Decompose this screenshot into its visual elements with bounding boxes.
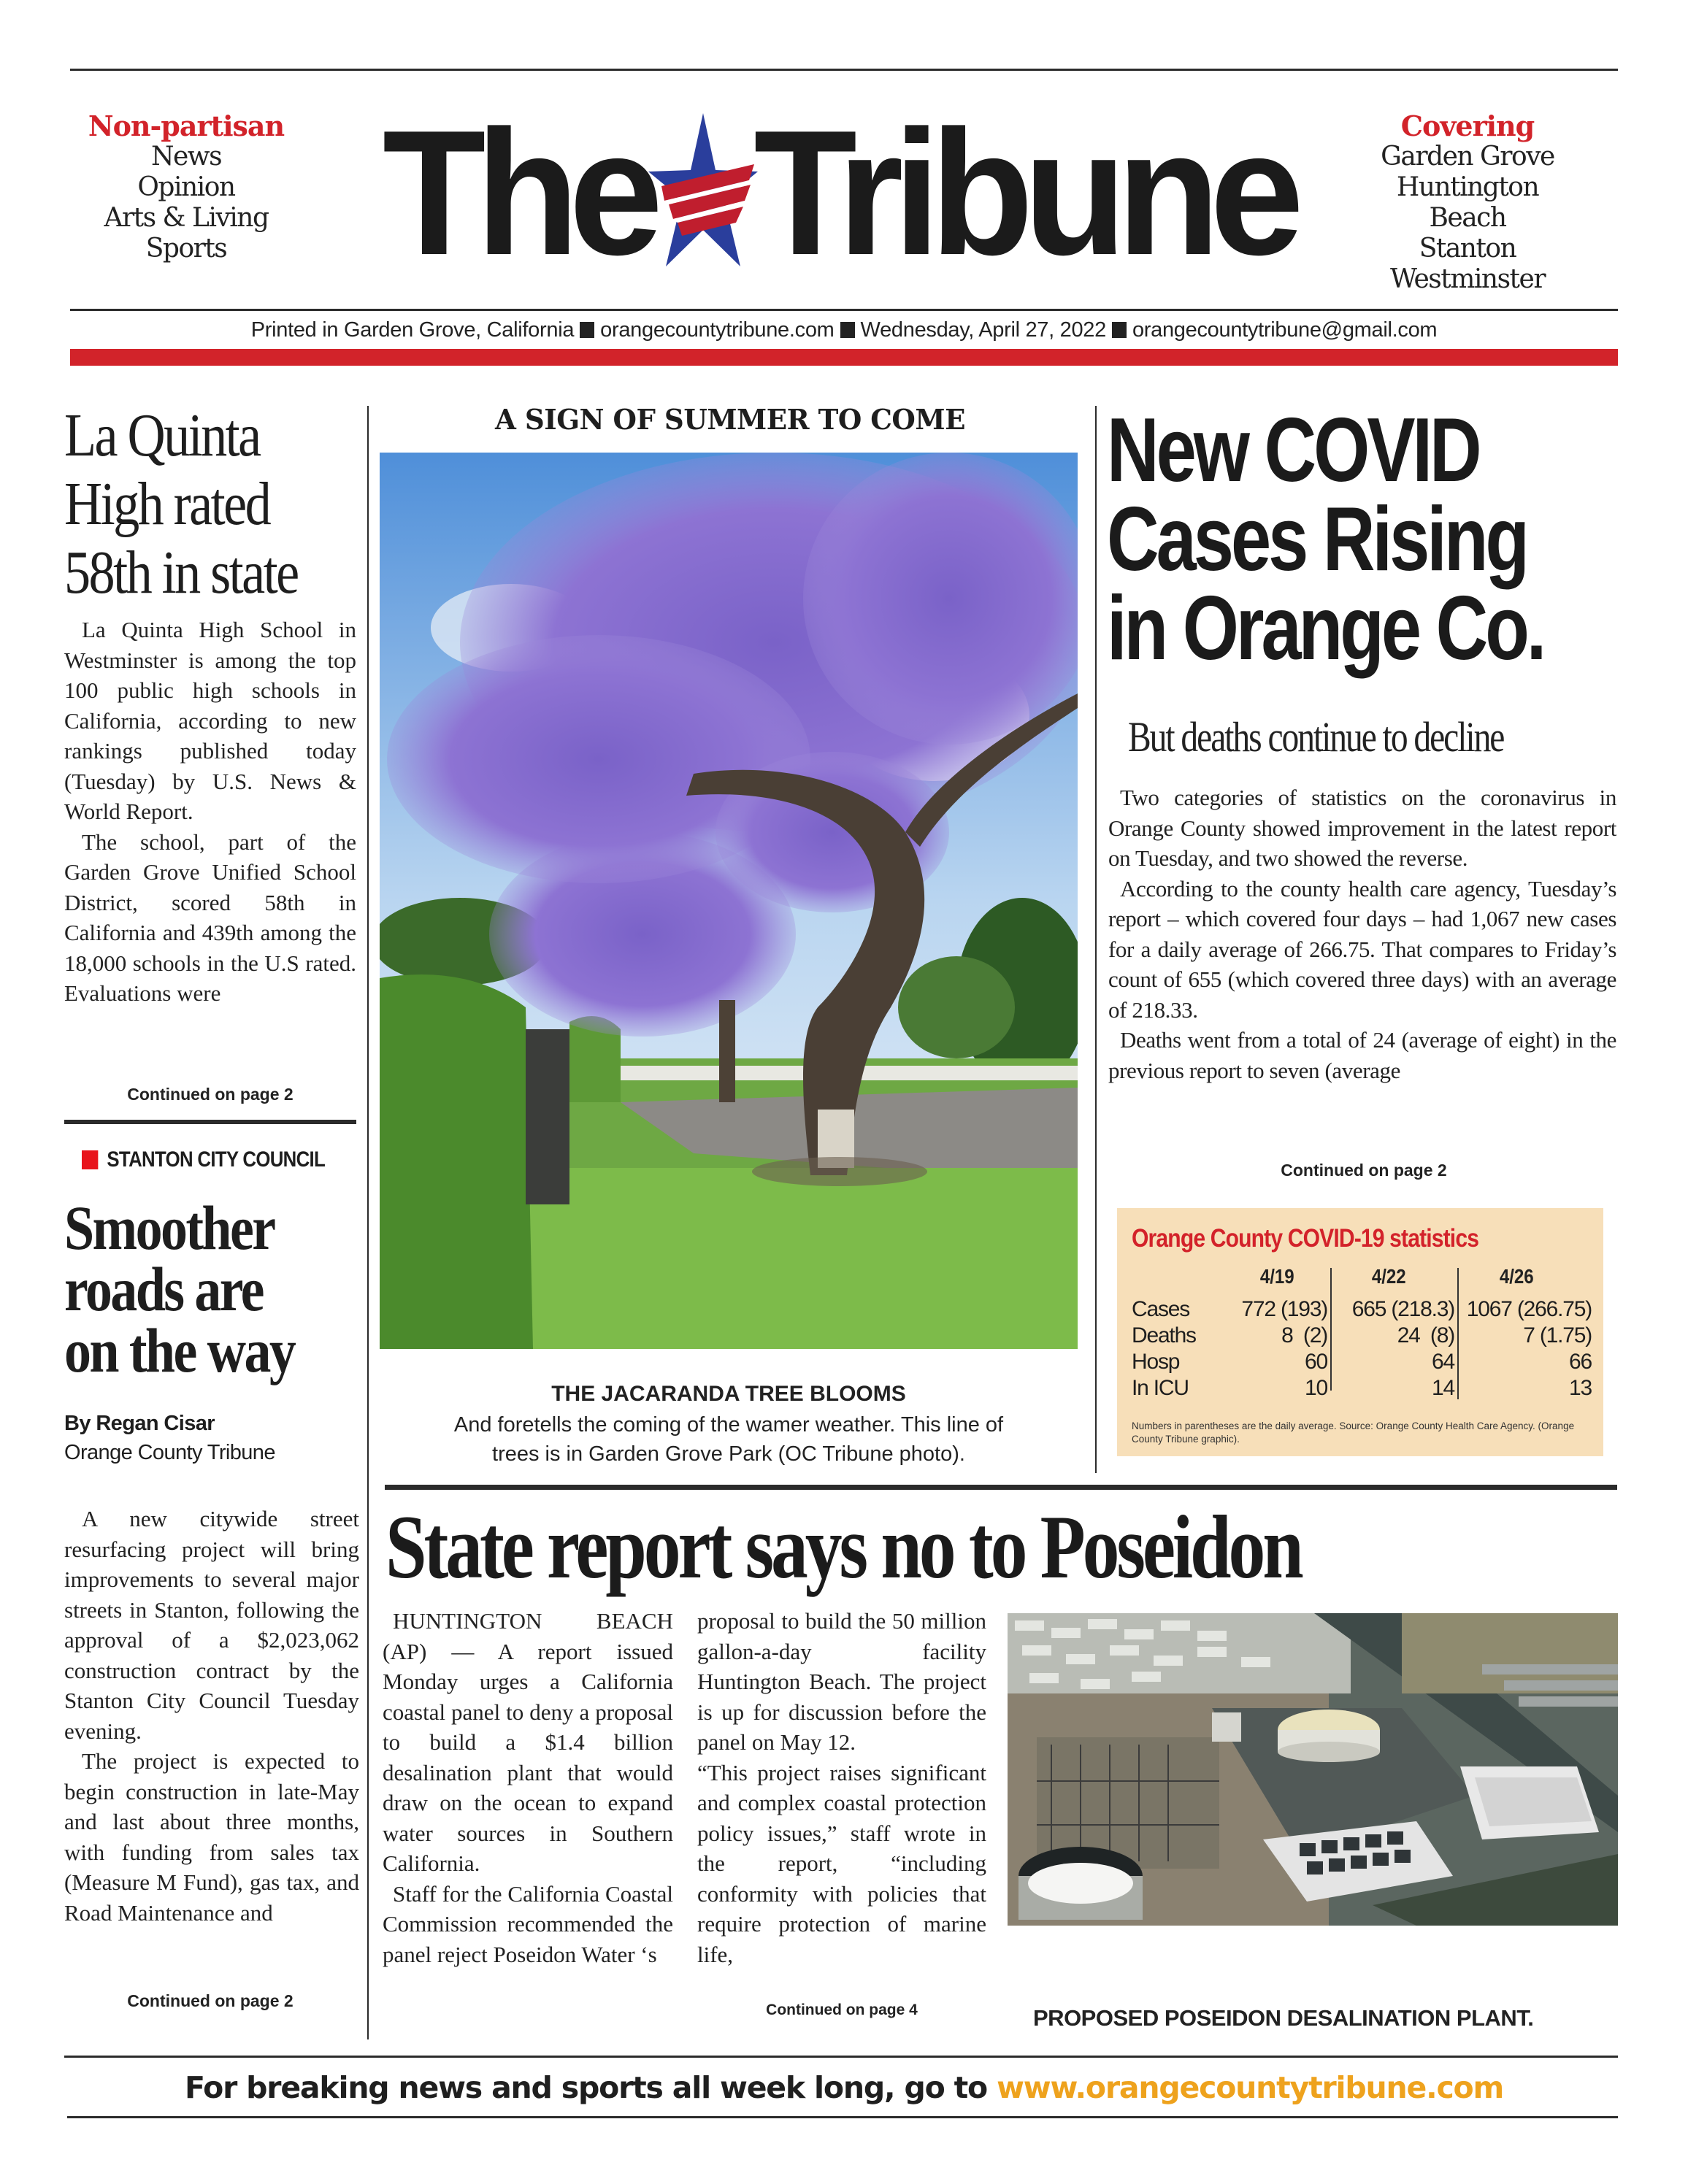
stanton-headline[interactable]: Smoother roads are on the way	[64, 1193, 295, 1385]
nonpartisan-label: Non-partisan	[88, 109, 285, 142]
footer-rule-bottom	[67, 2116, 1618, 2118]
red-banner-bar	[70, 349, 1618, 366]
city-garden-grove: Garden Grove	[1381, 142, 1554, 172]
footer-rule-top	[64, 2056, 1618, 2058]
stats-date-col-2: 4/22	[1371, 1265, 1406, 1288]
desalination-plant-image	[1008, 1613, 1618, 1926]
poseidon-photo-caption: PROPOSED POSEIDON DESALINATION PLANT.	[1033, 2005, 1534, 2031]
paragraph: Two categories of statistics on the coronavirus in Orange County showed improvement in the latest report on Tuesday, and two showed the reverse.	[1108, 785, 1616, 871]
la-quinta-headline[interactable]: La Quinta High rated 58th in state	[64, 401, 298, 607]
paragraph: “This project raises significant and complex coastal protection policy issues,” staff wrote in the report, “including conformity with policies that require protection of marine life,	[697, 1759, 986, 1967]
byline-author: By Regan Cisar	[64, 1412, 215, 1435]
stanton-kicker: STANTON CITY COUNCIL	[82, 1147, 333, 1172]
section-news[interactable]: News	[150, 142, 222, 172]
paragraph: HUNTINGTON BEACH (AP) — A report issued Monday urges a California coastal panel to deny a proposal to build a $1.4 billion desalination plant that would draw on the ocean to expand water sources in Southern California.	[383, 1608, 673, 1876]
city-huntington-beach: Huntington Beach	[1396, 172, 1539, 233]
stats-source-note: Numbers in parentheses are the daily average. Source: Orange County Health Care Agency. (Orange County Tribune graphic).	[1132, 1420, 1575, 1445]
logo-the: The	[382, 93, 653, 293]
poseidon-rule	[385, 1485, 1617, 1490]
photo-caption-text: And foretells the coming of the wamer weather. This line of trees is in Garden Grove Park (OC Tribune photo).	[453, 1413, 1004, 1466]
byline-affiliation: Orange County Tribune	[64, 1441, 275, 1464]
website-link[interactable]: orangecountytribune.com	[600, 318, 835, 342]
paragraph: The project is expected to begin construction in late-May and last about three months, with funding from sales tax (Measure M Fund), gas tax, and Road Maintenance and	[64, 1748, 359, 1926]
summer-section-title: A SIGN OF SUMMER TO COME	[495, 403, 965, 436]
dateline	[70, 318, 1618, 342]
star-icon	[648, 113, 758, 274]
jacaranda-photo[interactable]	[380, 453, 1078, 1349]
stats-row-hosp: Hosp 60 64 66	[1132, 1350, 1592, 1374]
covid-headline[interactable]: New COVID Cases Rising in Orange Co.	[1107, 400, 1544, 679]
masthead-rule	[70, 309, 1618, 311]
paragraph: A new citywide street resurfacing project will bring improvements to several major streets in Stanton, following the approval of a $2,023,062 construction contract by the Stanton City Council Tuesday evening.	[64, 1506, 359, 1744]
promo-text: For breaking news and sports all week long, go to	[184, 2070, 997, 2105]
issue-date: Wednesday, April 27, 2022	[860, 318, 1106, 342]
covering-label: Covering	[1400, 109, 1535, 142]
continued-link[interactable]: Continued on page 2	[1281, 1161, 1447, 1180]
black-square-icon	[840, 322, 855, 338]
tribune-logo[interactable]	[349, 93, 1327, 293]
jacaranda-tree-image	[380, 453, 1078, 1349]
covid-stats-table	[1117, 1208, 1603, 1456]
paragraph: proposal to build the 50 million gallon-a-day facility Huntington Beach. The project is up for discussion before the panel on May 12.	[697, 1608, 986, 1755]
print-location: Printed in Garden Grove, California	[250, 318, 575, 342]
poseidon-body-col2	[697, 1606, 986, 1969]
poseidon-headline[interactable]: State report says no to Poseidon	[385, 1497, 1301, 1597]
covid-subhead: But deaths continue to decline	[1128, 713, 1504, 761]
stats-row-icu: In ICU 10 14 13	[1132, 1376, 1592, 1400]
column-divider-left	[367, 406, 369, 2039]
covid-body	[1108, 783, 1616, 1085]
continued-link[interactable]: Continued on page 4	[766, 2002, 918, 2018]
promo-url-link[interactable]: www.orangecountytribune.com	[997, 2070, 1504, 2105]
section-arts-living[interactable]: Arts & Living	[104, 203, 269, 233]
continued-link[interactable]: Continued on page 2	[127, 1085, 294, 1104]
paragraph: Deaths went from a total of 24 (average of eight) in the previous report to seven (average	[1108, 1027, 1616, 1083]
paragraph: La Quinta High School in Westminster is among the top 100 public high schools in California, according to new rankings published today (Tuesday) by U.S. News & World Report.	[64, 617, 356, 824]
poseidon-plant-photo[interactable]	[1008, 1613, 1618, 1926]
paragraph: Staff for the California Coastal Commission recommended the panel reject Poseidon Water ‘s	[383, 1880, 673, 1967]
stanton-body	[64, 1504, 359, 1928]
section-sports[interactable]: Sports	[145, 234, 227, 264]
column-divider-right	[1095, 406, 1097, 1473]
poseidon-body-col1	[383, 1606, 673, 1969]
stats-date-col-3: 4/26	[1499, 1265, 1534, 1288]
masthead-coverage	[1358, 111, 1577, 295]
paragraph: According to the county health care agency, Tuesday’s report – which covered four days – had 1,067 new cases for a daily average of 266.75. That compares to Friday’s count of 655 (which covered three days) with an average of 218.33.	[1108, 875, 1616, 1023]
stats-row-cases: Cases 772 (193) 665 (218.3) 1067 (266.75)	[1132, 1297, 1592, 1321]
la-quinta-body	[64, 615, 356, 1009]
stanton-byline	[64, 1409, 356, 1467]
footer-promo	[70, 2070, 1618, 2105]
city-westminster: Westminster	[1389, 264, 1546, 294]
photo-caption-title: THE JACARANDA TREE BLOOMS	[551, 1382, 906, 1406]
paragraph: The school, part of the Garden Grove Unified School District, scored 58th in California and 439th among the 18,000 schools in the U.S rated. Evaluations were	[64, 828, 356, 1006]
continued-link[interactable]: Continued on page 2	[127, 1991, 294, 2010]
top-rule	[70, 69, 1618, 71]
stats-date-col-1: 4/19	[1259, 1265, 1294, 1288]
section-rule-left	[64, 1120, 356, 1124]
section-opinion[interactable]: Opinion	[137, 172, 235, 202]
email-link[interactable]: orangecountytribune@gmail.com	[1132, 318, 1438, 342]
black-square-icon	[1112, 322, 1127, 338]
stats-row-deaths: Deaths 8 (2) 24 (8) 7 (1.75)	[1132, 1323, 1592, 1347]
masthead-sections	[80, 111, 292, 264]
logo-tribune: Tribune	[753, 93, 1294, 293]
city-stanton: Stanton	[1419, 234, 1516, 264]
stats-title: Orange County COVID-19 statistics	[1132, 1224, 1479, 1253]
black-square-icon	[580, 322, 594, 338]
red-square-icon	[82, 1150, 98, 1169]
